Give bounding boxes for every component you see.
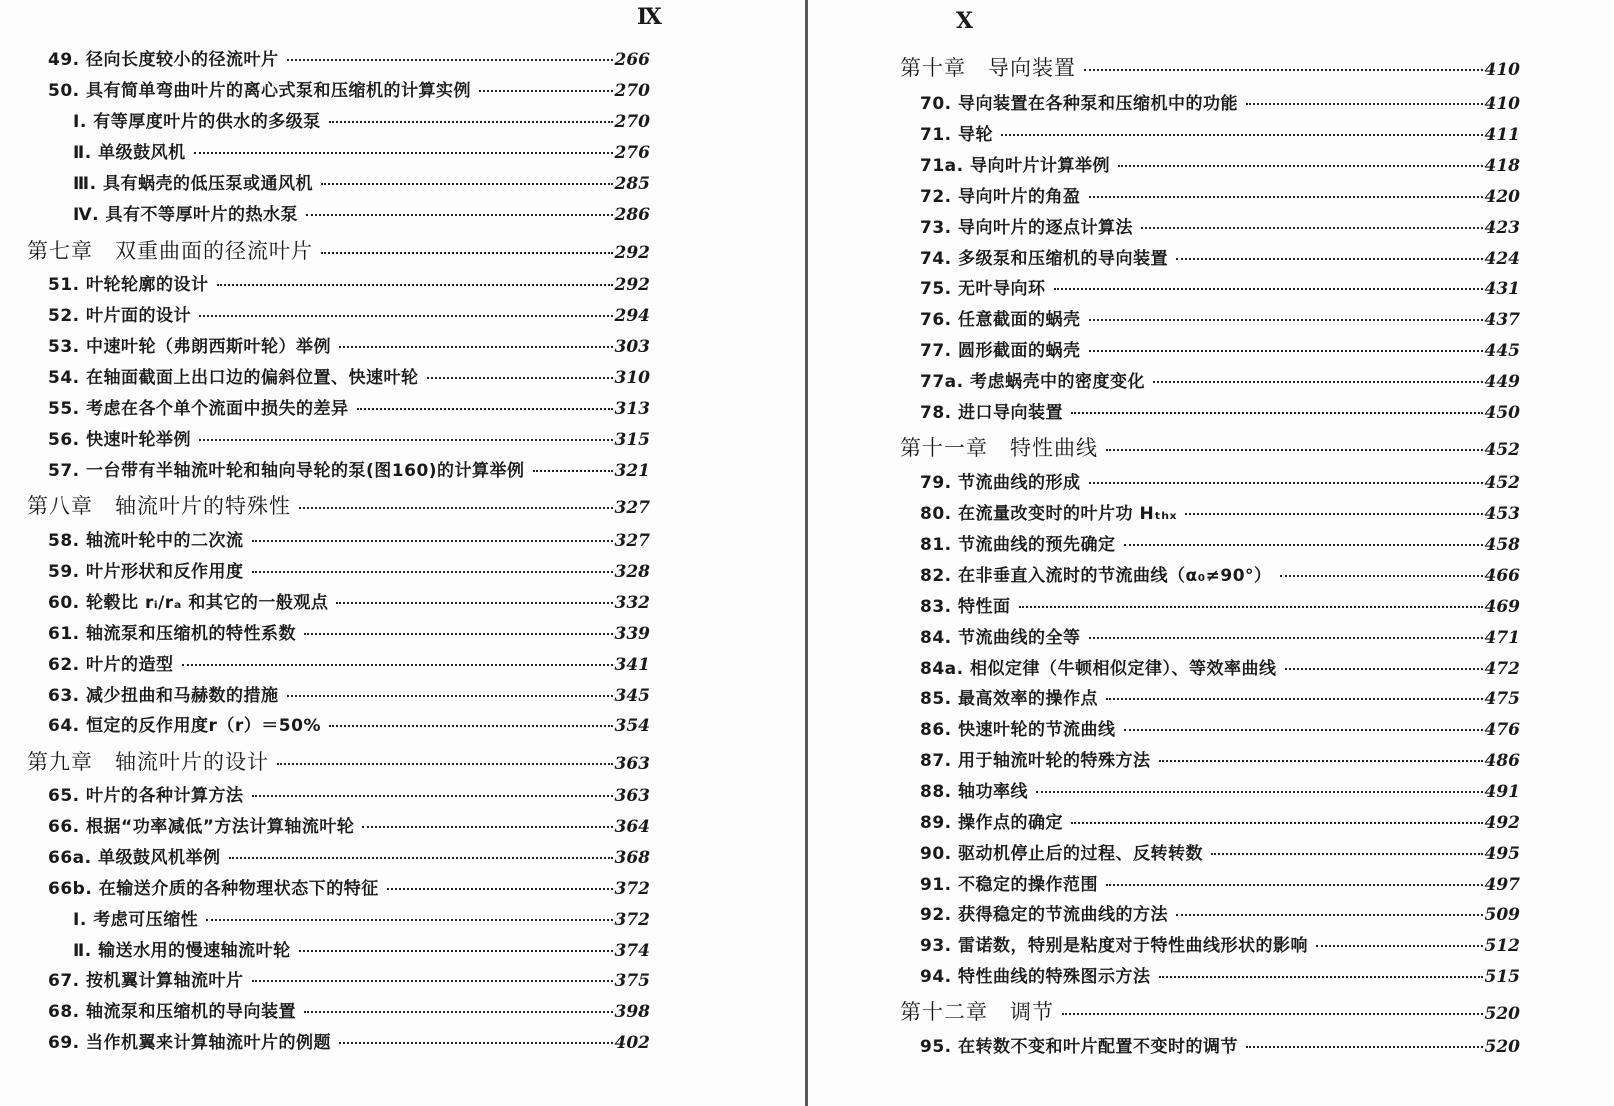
toc-entry-title: Ⅰ. 考虑可压缩性 [73, 910, 199, 930]
toc-entry-title: 95. 在转数不变和叶片配置不变时的调节 [920, 1037, 1239, 1057]
toc-page-number: 450 [1484, 403, 1520, 423]
toc-page-number: 472 [1484, 659, 1520, 679]
toc-entry-title: 75. 无叶导向环 [920, 279, 1046, 299]
toc-page-number: 321 [614, 461, 650, 481]
toc-page-number: 458 [1484, 535, 1520, 555]
toc-entry[interactable] [920, 684, 1520, 709]
toc-entry[interactable] [48, 781, 650, 806]
dot-leader [1089, 637, 1483, 639]
toc-entry-title: 57. 一台带有半轴流叶轮和轴向导轮的泵(图160)的计算举例 [48, 461, 525, 481]
toc-entry[interactable] [48, 425, 650, 450]
dot-leader [1089, 319, 1483, 321]
toc-page-number: 492 [1484, 813, 1520, 833]
toc-page-number: 469 [1484, 597, 1520, 617]
toc-page-number: 310 [614, 368, 650, 388]
toc-page-number: 374 [614, 941, 650, 961]
toc-entry[interactable] [73, 138, 650, 163]
toc-entry-title: 60. 轮毂比 rᵢ/rₐ 和其它的一般观点 [48, 593, 329, 613]
dot-leader [329, 121, 613, 123]
dot-leader [1285, 668, 1483, 670]
dot-leader [1089, 196, 1483, 198]
toc-entry-title: 66. 根据“功率减低”方法计算轴流叶轮 [48, 817, 355, 837]
dot-leader [287, 59, 613, 61]
toc-entry-title: 66b. 在输送介质的各种物理状态下的特征 [48, 879, 379, 899]
dot-leader [1159, 976, 1483, 978]
toc-entry-title: 63. 减少扭曲和马赫数的措施 [48, 686, 279, 706]
dot-leader [329, 725, 613, 727]
toc-page-number: 327 [614, 531, 650, 551]
toc-entry-title: 62. 叶片的造型 [48, 655, 174, 675]
dot-leader [1176, 258, 1482, 260]
toc-page-number: 368 [614, 848, 650, 868]
toc-page-number: 445 [1484, 341, 1520, 361]
toc-entry-title: 84. 节流曲线的全等 [920, 628, 1081, 648]
dot-leader [1246, 103, 1482, 105]
toc-entry-title: 第七章 双重曲面的径流叶片 [27, 239, 313, 263]
toc-entry[interactable] [73, 107, 650, 132]
toc-page-number: 328 [614, 562, 650, 582]
toc-entry-title: 第八章 轴流叶片的特殊性 [27, 494, 291, 518]
toc-entry-title: 80. 在流量改变时的叶片功 Hₜₕₓ [920, 504, 1178, 524]
toc-page-number: 452 [1484, 473, 1520, 493]
dot-leader [1062, 1013, 1483, 1015]
dot-leader [199, 439, 612, 441]
toc-page-number: 402 [614, 1033, 650, 1053]
toc-chapter-entry[interactable] [27, 746, 650, 776]
dot-leader [1159, 760, 1483, 762]
toc-entry[interactable] [920, 654, 1520, 679]
toc-page-number: 375 [614, 971, 650, 991]
dot-leader [1106, 698, 1482, 700]
toc-entry-title: 87. 用于轴流叶轮的特殊方法 [920, 751, 1151, 771]
toc-entry-title: 78. 进口导向装置 [920, 403, 1064, 423]
toc-entry[interactable] [48, 681, 650, 706]
dot-leader [1316, 945, 1482, 947]
toc-entry[interactable] [48, 588, 650, 613]
toc-entry[interactable] [920, 244, 1520, 269]
toc-entry-title: 88. 轴功率线 [920, 782, 1029, 802]
toc-entry[interactable] [73, 169, 650, 194]
dot-leader [427, 377, 613, 379]
toc-entry[interactable] [48, 394, 650, 419]
toc-entry[interactable] [920, 336, 1520, 361]
toc-entry[interactable] [48, 650, 650, 675]
toc-entry[interactable] [73, 200, 650, 225]
page-divider [805, 0, 808, 1106]
toc-page-number: 520 [1484, 1004, 1520, 1024]
dot-leader [1084, 69, 1483, 71]
dot-leader [1176, 914, 1482, 916]
toc-entry-title: 51. 叶轮轮廓的设计 [48, 275, 209, 295]
toc-entry[interactable] [48, 1028, 650, 1053]
right-page [810, 0, 1614, 1106]
dot-leader [1246, 1046, 1482, 1048]
dot-leader [362, 826, 612, 828]
toc-entry-title: 92. 获得稳定的节流曲线的方法 [920, 905, 1169, 925]
toc-page-number: 520 [1484, 1037, 1520, 1057]
toc-entry[interactable] [48, 363, 650, 388]
toc-entry[interactable] [920, 623, 1520, 648]
dot-leader [217, 284, 613, 286]
dot-leader [1153, 381, 1482, 383]
toc-entry-title: 49. 径向长度较小的径流叶片 [48, 50, 279, 70]
toc-page-number: 276 [614, 143, 650, 163]
toc-entry[interactable] [920, 808, 1520, 833]
toc-entry[interactable] [920, 274, 1520, 299]
dot-leader [1019, 606, 1483, 608]
dot-leader [1124, 729, 1483, 731]
toc-entry[interactable] [920, 931, 1520, 956]
toc-entry[interactable] [920, 213, 1520, 238]
toc-page-number: 410 [1484, 60, 1520, 80]
toc-entry[interactable] [920, 305, 1520, 330]
toc-page-number: 471 [1484, 628, 1520, 648]
dot-leader [479, 90, 612, 92]
dot-leader [387, 888, 613, 890]
toc-entry-title: 89. 操作点的确定 [920, 813, 1064, 833]
dot-leader [1036, 791, 1482, 793]
toc-entry-title: 84a. 相似定律（牛顿相似定律）、等效率曲线 [920, 659, 1277, 679]
toc-entry[interactable] [920, 499, 1520, 524]
toc-entry-title: 56. 快速叶轮举例 [48, 430, 192, 450]
toc-page-number: 491 [1484, 782, 1520, 802]
toc-entry-title: 54. 在轴面截面上出口边的偏斜位置、快速叶轮 [48, 368, 419, 388]
toc-entry-title: 76. 任意截面的蜗壳 [920, 310, 1081, 330]
dot-leader [533, 470, 613, 472]
toc-entry-title: 66a. 单级鼓风机举例 [48, 848, 221, 868]
toc-chapter-entry[interactable] [27, 235, 650, 265]
dot-leader [299, 507, 613, 509]
toc-entry-title: 第十章 导向装置 [900, 56, 1076, 80]
dot-leader [321, 252, 613, 254]
toc-entry[interactable] [920, 151, 1520, 176]
toc-page-number: 266 [614, 50, 650, 70]
toc-entry-title: 64. 恒定的反作用度r（r）＝50% [48, 716, 321, 736]
dot-leader [252, 980, 613, 982]
toc-entry-title: 77. 圆形截面的蜗壳 [920, 341, 1081, 361]
toc-page-number: 431 [1484, 279, 1520, 299]
dot-leader [1124, 544, 1483, 546]
toc-page-number: 411 [1484, 125, 1520, 145]
dot-leader [252, 540, 613, 542]
dot-leader [199, 315, 612, 317]
toc-page-number: 515 [1484, 967, 1520, 987]
dot-leader [182, 664, 613, 666]
toc-page-number: 294 [614, 306, 650, 326]
dot-leader [229, 857, 613, 859]
toc-entry-title: 82. 在非垂直入流时的节流曲线（α₀≠90°） [920, 566, 1272, 586]
toc-page-number: 327 [614, 498, 650, 518]
toc-entry-title: 86. 快速叶轮的节流曲线 [920, 720, 1116, 740]
toc-page-number: 372 [614, 879, 650, 899]
toc-page-number: 345 [614, 686, 650, 706]
dot-leader [304, 1011, 612, 1013]
toc-page-number: 497 [1484, 875, 1520, 895]
toc-page-number: 423 [1484, 218, 1520, 238]
toc-entry[interactable] [920, 900, 1520, 925]
toc-entry[interactable] [920, 839, 1520, 864]
toc-page-number: 466 [1484, 566, 1520, 586]
dot-leader [299, 950, 613, 952]
toc-entry[interactable] [48, 843, 650, 868]
dot-leader [1141, 227, 1482, 229]
toc-page-number: 453 [1484, 504, 1520, 524]
toc-entry-title: Ⅰ. 有等厚度叶片的供水的多级泵 [73, 112, 321, 132]
toc-entry[interactable] [48, 966, 650, 991]
toc-page-number: 354 [614, 716, 650, 736]
toc-page-number: 332 [614, 593, 650, 613]
dot-leader [304, 633, 612, 635]
dot-leader [321, 183, 613, 185]
toc-page-number: 270 [614, 112, 650, 132]
toc-page-number: 363 [614, 754, 650, 774]
toc-entry-title: 71. 导轮 [920, 125, 994, 145]
toc-entry-title: Ⅱ. 输送水用的慢速轴流叶轮 [73, 941, 291, 961]
toc-page-number: 292 [614, 243, 650, 263]
toc-entry[interactable] [920, 962, 1520, 987]
toc-chapter-entry[interactable] [900, 432, 1520, 462]
toc-entry-title: 53. 中速叶轮（弗朗西斯叶轮）举例 [48, 337, 332, 357]
toc-page-number: 341 [614, 655, 650, 675]
toc-page-number: 410 [1484, 94, 1520, 114]
toc-page-number: 398 [614, 1002, 650, 1022]
toc-page-number: 339 [614, 624, 650, 644]
toc-entry-title: 72. 导向叶片的角盈 [920, 187, 1081, 207]
page-numeral: Ⅸ [637, 4, 662, 30]
toc-entry[interactable] [48, 711, 650, 736]
toc-entry[interactable] [48, 76, 650, 101]
toc-entry-title: 69. 当作机翼来计算轴流叶片的例题 [48, 1033, 332, 1053]
toc-chapter-entry[interactable] [900, 996, 1520, 1026]
toc-entry-title: 58. 轴流叶轮中的二次流 [48, 531, 244, 551]
toc-page-number: 475 [1484, 689, 1520, 709]
toc-entry-title: 91. 不稳定的操作范围 [920, 875, 1099, 895]
toc-page-number: 476 [1484, 720, 1520, 740]
toc-entry[interactable] [920, 746, 1520, 771]
toc-entry-title: 52. 叶片面的设计 [48, 306, 192, 326]
dot-leader [194, 152, 613, 154]
toc-entry-title: 77a. 考虑蜗壳中的密度变化 [920, 372, 1146, 392]
toc-entry[interactable] [920, 89, 1520, 114]
dot-leader [1106, 449, 1483, 451]
toc-entry[interactable] [920, 1032, 1520, 1057]
toc-page-number: 449 [1484, 372, 1520, 392]
toc-entry-title: 73. 导向叶片的逐点计算法 [920, 218, 1134, 238]
toc-entry[interactable] [48, 874, 650, 899]
toc-page-number: 418 [1484, 156, 1520, 176]
toc-page-number: 509 [1484, 905, 1520, 925]
toc-entry-title: 61. 轴流泵和压缩机的特性系数 [48, 624, 297, 644]
dot-leader [1089, 482, 1483, 484]
toc-entry-title: 第十一章 特性曲线 [900, 436, 1098, 460]
toc-entry[interactable] [48, 301, 650, 326]
toc-entry[interactable] [73, 936, 650, 961]
dot-leader [1089, 350, 1483, 352]
dot-leader [1280, 575, 1483, 577]
dot-leader [287, 695, 613, 697]
toc-entry-title: 第十二章 调节 [900, 1000, 1054, 1024]
toc-page-number: 495 [1484, 844, 1520, 864]
dot-leader [206, 919, 612, 921]
toc-page-number: 424 [1484, 249, 1520, 269]
dot-leader [1185, 513, 1482, 515]
toc-entry-title: 74. 多级泵和压缩机的导向装置 [920, 249, 1169, 269]
toc-page-number: 313 [614, 399, 650, 419]
toc-entry[interactable] [920, 182, 1520, 207]
toc-page-number: 420 [1484, 187, 1520, 207]
dot-leader [277, 763, 613, 765]
toc-entry[interactable] [48, 526, 650, 551]
toc-entry[interactable] [920, 530, 1520, 555]
dot-leader [336, 602, 612, 604]
toc-chapter-entry[interactable] [900, 52, 1520, 82]
toc-entry[interactable] [48, 45, 650, 70]
toc-entry-title: 94. 特性曲线的特殊图示方法 [920, 967, 1151, 987]
dot-leader [1001, 134, 1482, 136]
toc-entry[interactable] [920, 777, 1520, 802]
toc-entry[interactable] [73, 905, 650, 930]
dot-leader [1071, 822, 1482, 824]
toc-page-number: 292 [614, 275, 650, 295]
toc-entry-title: Ⅳ. 具有不等厚叶片的热水泵 [73, 205, 299, 225]
toc-page-number: 452 [1484, 440, 1520, 460]
dot-leader [1054, 288, 1483, 290]
toc-page-number: 437 [1484, 310, 1520, 330]
toc-entry[interactable] [920, 468, 1520, 493]
toc-entry-title: 68. 轴流泵和压缩机的导向装置 [48, 1002, 297, 1022]
toc-entry[interactable] [48, 619, 650, 644]
toc-page-number: 372 [614, 910, 650, 930]
toc-entry-title: 85. 最高效率的操作点 [920, 689, 1099, 709]
toc-entry-title: 70. 导向装置在各种泵和压缩机中的功能 [920, 94, 1239, 114]
toc-entry-title: Ⅱ. 单级鼓风机 [73, 143, 186, 163]
toc-entry[interactable] [920, 592, 1520, 617]
toc-entry-title: 59. 叶片形状和反作用度 [48, 562, 244, 582]
dot-leader [252, 795, 613, 797]
toc-entry[interactable] [920, 120, 1520, 145]
toc-page-number: 286 [614, 205, 650, 225]
toc-page-number: 512 [1484, 936, 1520, 956]
toc-page-number: 363 [614, 786, 650, 806]
left-page [0, 0, 800, 1106]
toc-page-number: 486 [1484, 751, 1520, 771]
toc-entry-title: 93. 雷诺数，特别是粘度对于特性曲线形状的影响 [920, 936, 1309, 956]
toc-entry-title: 65. 叶片的各种计算方法 [48, 786, 244, 806]
toc-entry-title: 55. 考虑在各个单个流面中损失的差异 [48, 399, 349, 419]
toc-page-number: 315 [614, 430, 650, 450]
dot-leader [357, 408, 613, 410]
dot-leader [1106, 884, 1482, 886]
toc-entry-title: Ⅲ. 具有蜗壳的低压泵或通风机 [73, 174, 313, 194]
toc-page-number: 364 [614, 817, 650, 837]
dot-leader [252, 571, 613, 573]
toc-page-number: 285 [614, 174, 650, 194]
toc-entry-title: 71a. 导向叶片计算举例 [920, 156, 1111, 176]
toc-entry[interactable] [48, 997, 650, 1022]
toc-chapter-entry[interactable] [27, 490, 650, 520]
dot-leader [339, 1042, 612, 1044]
toc-page-number: 270 [614, 81, 650, 101]
toc-entry[interactable] [48, 812, 650, 837]
toc-entry-title: 第九章 轴流叶片的设计 [27, 750, 269, 774]
toc-entry-title: 79. 节流曲线的形成 [920, 473, 1081, 493]
toc-entry[interactable] [920, 870, 1520, 895]
toc-entry[interactable] [920, 561, 1520, 586]
toc-entry[interactable] [920, 367, 1520, 392]
toc-entry-title: 50. 具有简单弯曲叶片的离心式泵和压缩机的计算实例 [48, 81, 472, 101]
dot-leader [306, 214, 612, 216]
toc-entry[interactable] [920, 398, 1520, 423]
toc-entry-title: 83. 特性面 [920, 597, 1011, 617]
toc-entry-title: 67. 按机翼计算轴流叶片 [48, 971, 244, 991]
toc-entry[interactable] [48, 557, 650, 582]
toc-entry[interactable] [48, 456, 650, 481]
toc-page-number: 303 [614, 337, 650, 357]
page-numeral: Ⅹ [956, 8, 974, 34]
toc-entry[interactable] [48, 270, 650, 295]
dot-leader [1071, 412, 1482, 414]
dot-leader [1211, 853, 1482, 855]
dot-leader [339, 346, 612, 348]
toc-entry[interactable] [920, 715, 1520, 740]
toc-entry-title: 81. 节流曲线的预先确定 [920, 535, 1116, 555]
toc-entry[interactable] [48, 332, 650, 357]
toc-entry-title: 90. 驱动机停止后的过程、反转转数 [920, 844, 1204, 864]
dot-leader [1118, 165, 1482, 167]
